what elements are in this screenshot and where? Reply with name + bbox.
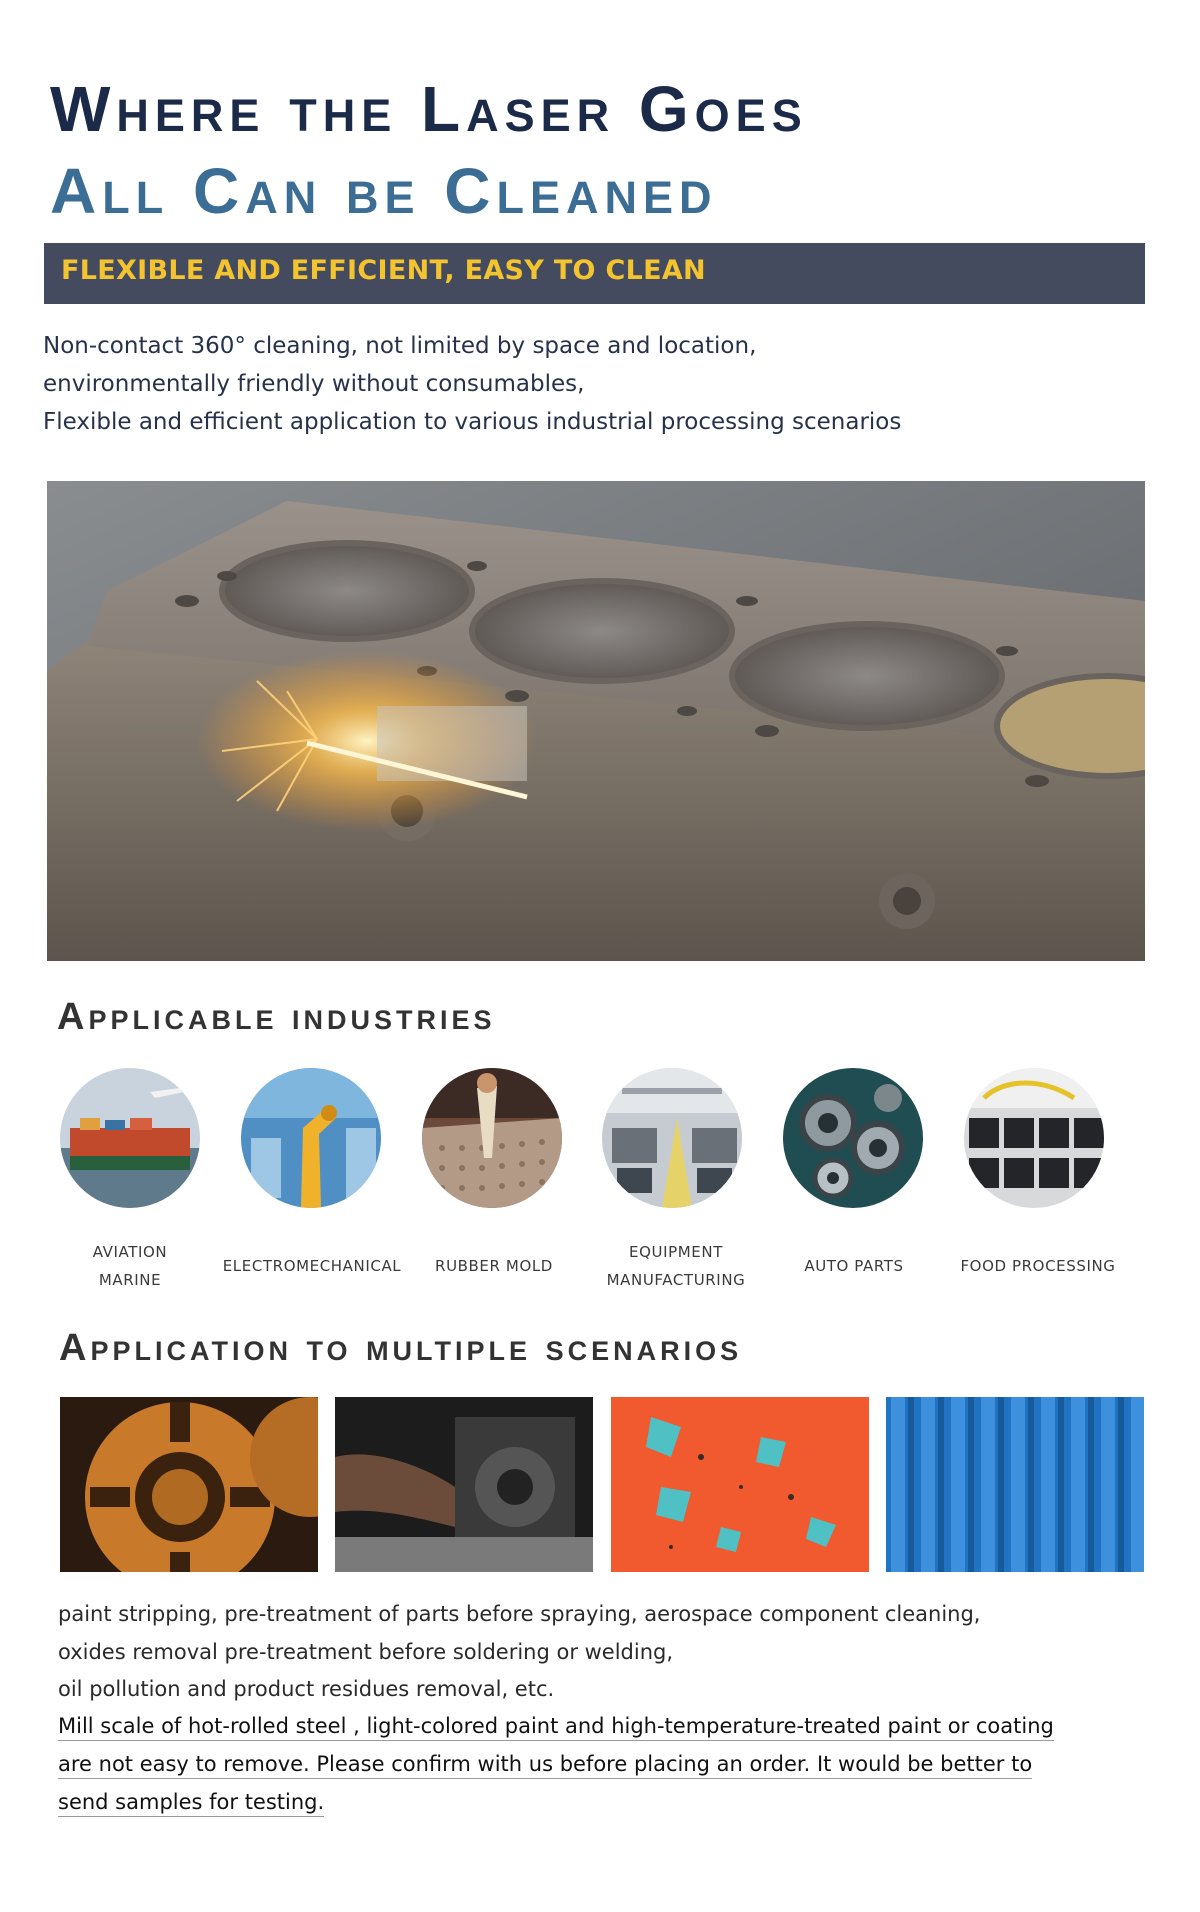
note-line-1: Mill scale of hot-rolled steel , light-colored paint and high-temperature-treated paint or coating xyxy=(58,1714,1054,1741)
engine-block-hero-image xyxy=(47,481,1145,961)
page-title-line-1: Where the Laser Goes xyxy=(50,73,808,145)
industry-label-auto-parts: AUTO PARTS xyxy=(804,1257,904,1275)
intro-line-1: Non-contact 360° cleaning, not limited by space and location, xyxy=(43,333,757,359)
blue-corrugated-metal-image xyxy=(886,1397,1144,1572)
electromechanical-image xyxy=(241,1068,381,1208)
page-title-line-2: All Can be Cleaned xyxy=(50,155,718,227)
note-line-3: send samples for testing. xyxy=(58,1790,324,1817)
peeling-paint-image xyxy=(611,1397,869,1572)
scenarios-heading: Application to multiple scenarios xyxy=(59,1327,743,1369)
intro-line-2: environmentally friendly without consumables, xyxy=(43,371,585,397)
aviation-marine-image xyxy=(60,1068,200,1208)
rusty-gears-image xyxy=(60,1397,318,1572)
intro-line-3: Flexible and efficient application to various industrial processing scenarios xyxy=(43,409,902,435)
industry-label-food-processing: FOOD PROCESSING xyxy=(960,1257,1116,1275)
scenario-line-1: paint stripping, pre-treatment of parts before spraying, aerospace component cleaning, xyxy=(58,1602,981,1626)
industry-label-equipment-manufacturing: EQUIPMENT MANUFACTURING xyxy=(606,1243,746,1289)
industry-label-rubber-mold: RUBBER MOLD xyxy=(435,1257,553,1275)
engine-repair-image xyxy=(335,1397,593,1572)
industry-label-electromechanical: ELECTROMECHANICAL xyxy=(222,1257,402,1275)
industry-label-aviation-marine: AVIATION MARINE xyxy=(92,1243,168,1289)
rubber-mold-image xyxy=(422,1068,562,1208)
feature-banner xyxy=(44,243,1145,304)
scenario-line-3: oil pollution and product residues removal, etc. xyxy=(58,1677,555,1701)
note-line-2: are not easy to remove. Please confirm with us before placing an order. It would be better to xyxy=(58,1752,1032,1779)
industries-heading: Applicable industries xyxy=(57,996,496,1038)
food-processing-image xyxy=(964,1068,1104,1208)
auto-parts-image xyxy=(783,1068,923,1208)
equipment-manufacturing-image xyxy=(602,1068,742,1208)
scenario-line-2: oxides removal pre-treatment before soldering or welding, xyxy=(58,1640,674,1664)
banner-text: FLEXIBLE AND EFFICIENT, EASY TO CLEAN xyxy=(61,255,706,286)
